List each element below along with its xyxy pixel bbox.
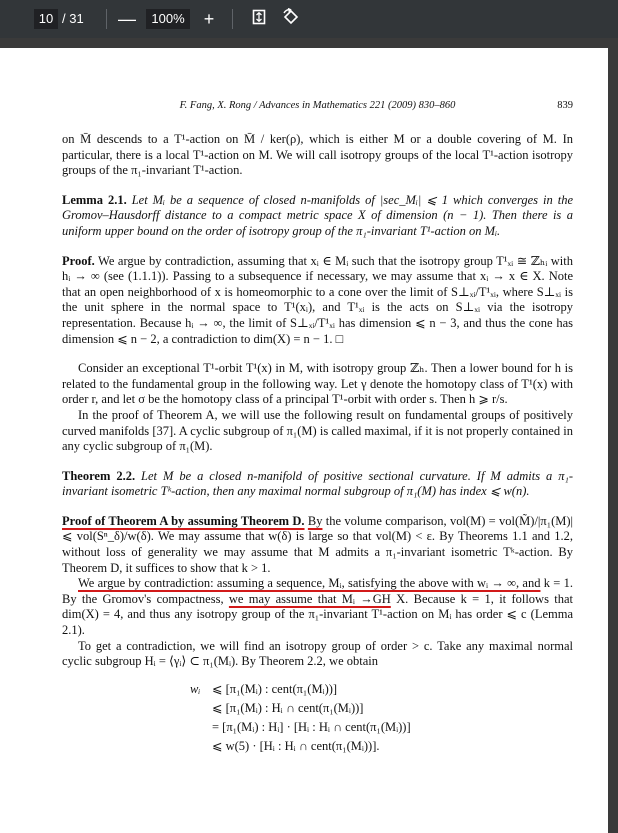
lemma-text: Let Mᵢ be a sequence of closed n-manifolds of |sec_Mᵢ| ⩽ 1 which converges in the Gromov–Hausdorff distance to a compact metric space X of dimension (n − 1). Then there is a uniform upper bound on the order of isotropy group of the π₁-invariant T¹-action on Mᵢ.: [62, 192, 574, 238]
equation-lhs: wᵢ: [190, 681, 201, 696]
theorem-label: Theorem 2.2.: [62, 468, 136, 483]
running-title: F. Fang, X. Rong / Advances in Mathematics 221 (2009) 830–860: [179, 100, 456, 111]
proof-text: We argue by contradiction, assuming that xᵢ ∈ Mᵢ such that the isotropy group T¹ₓᵢ ≅ ℤₕᵢ with hᵢ → ∞ (see (1.1.1)). Passing to a subsequence if necessary, we may assume that xᵢ → x ∈ X. Note that an open neighborhood of x is homeomorphic to a cone over the limit of S⊥ₓᵢ/T¹ₓᵢ, where S⊥ₓᵢ is the unit sphere in the normal space to T¹(xᵢ), and T¹ₓᵢ is the acts on S⊥ₓᵢ via the isotropy representation. Because hᵢ → ∞, the limit of S⊥ₓᵢ/T¹ₓᵢ has dimension ⩽ n − 3, and thus the cone has dimension ⩽ n − 2, a contradiction to dim(X) = n − 1. □: [62, 253, 573, 346]
equation-line: [190, 699, 573, 718]
page-content: [62, 98, 573, 756]
zoom-out-button[interactable]: —: [118, 9, 136, 29]
lemma-label: Lemma 2.1.: [62, 192, 127, 207]
lemma-2-1: [62, 193, 573, 240]
page-total: / 31: [62, 11, 84, 26]
paragraph-text: X. Because k = 1, it follows that dim(X) = 4, and thus any isotropy group of the π₁-invariant T¹-action on Mᵢ has order ⩽ c (Lemma 2.1).: [62, 591, 574, 638]
equation-rhs: ⩽ [π₁(Mᵢ) : Hᵢ ∩ cent(π₁(Mᵢ))]: [212, 700, 364, 715]
equation-block: [190, 680, 573, 756]
paragraph-text: k = 1. By the Gromov's compactness,: [62, 576, 573, 606]
equation-line: [190, 680, 573, 699]
paragraph: on M̄ descends to a T¹-action on M̄ / ker(ρ), which is either M or a double covering of M. In particular, there is a local T¹-action on M. We will call isotropy groups of the local T¹-action isotropy groups of the π₁-invariant T¹-action.: [62, 132, 573, 178]
equation-line: [190, 737, 573, 756]
fit-page-icon[interactable]: [248, 8, 270, 30]
underlined-text: we may assume that Mᵢ →GH: [228, 591, 391, 606]
pdf-toolbar: [0, 0, 618, 38]
equation-line: [190, 718, 573, 737]
zoom-level-input[interactable]: 100%: [146, 9, 190, 29]
scrollbar[interactable]: [608, 38, 618, 833]
paragraph: Consider an exceptional T¹-orbit T¹(x) in M, with isotropy group ℤₕ. Then a lower bound for h is related to the fundamental group in the following way. Let γ denote the homotopy class of T¹(x) with order r, and let σ be the homotopy class of a principal T¹-orbit with order s. Then h ⩾ r/s.: [62, 361, 573, 407]
zoom-in-button[interactable]: +: [203, 9, 215, 29]
underlined-text: By: [307, 513, 323, 528]
proof-theorem-a-label: Proof of Theorem A by assuming Theorem D.: [62, 513, 305, 528]
paragraph: In the proof of Theorem A, we will use the following result on fundamental groups of positively curved manifolds [37]. A cyclic subgroup of π₁(M) is called maximal, if it is not properly contained in any cyclic subgroup of π₁(M).: [62, 407, 573, 454]
running-header: [62, 98, 573, 112]
proof-lemma: [62, 254, 573, 348]
underlined-text: We argue by contradiction: assuming a sequence, Mᵢ, satisfying the above with wᵢ → ∞, and: [78, 576, 541, 591]
theorem-2-2: [62, 469, 573, 500]
paragraph: [62, 576, 573, 638]
rotate-icon[interactable]: [280, 8, 302, 30]
paragraph: To get a contradiction, we will find an isotropy group of order > c. Take any maximal normal cyclic subgroup Hᵢ = ⟨γᵢ⟩ ⊂ π₁(Mᵢ). By Theorem 2.2, we obtain: [62, 638, 573, 669]
theorem-text: Let M be a closed n-manifold of positive sectional curvature. If M admits a π₁-invariant isometric Tᵏ-action, then any maximal normal subgroup of π₁(M) has index ⩽ w(n).: [62, 468, 573, 499]
page-number: 839: [557, 100, 573, 111]
toolbar-divider: [106, 9, 107, 29]
proof-label: Proof.: [62, 253, 95, 268]
equation-rhs: = [π₁(Mᵢ) : Hᵢ] · [Hᵢ : Hᵢ ∩ cent(π₁(Mᵢ))]: [212, 719, 411, 734]
toolbar-divider: [232, 9, 233, 29]
equation-rhs: ⩽ w(5) · [Hᵢ : Hᵢ ∩ cent(π₁(Mᵢ))].: [212, 738, 380, 753]
page-number-input[interactable]: 10: [34, 9, 58, 29]
proof-theorem-a: [62, 514, 573, 576]
pdf-page: [0, 48, 608, 833]
proof-text: the volume comparison, vol(M) = vol(M̃)/|π₁(M)| ⩽ vol(Sⁿ_δ)/w(δ). We may assume that w(δ) is large so that vol(M) < ε. By Theorems 1.1 and 1.2, without loss of generality we may assume that M admits a π₁-invariant isometric Tᵏ-action. By Theorem D, it suffices to show that k > 1.: [62, 513, 574, 575]
equation-rhs: ⩽ [π₁(Mᵢ) : cent(π₁(Mᵢ))]: [212, 681, 338, 696]
